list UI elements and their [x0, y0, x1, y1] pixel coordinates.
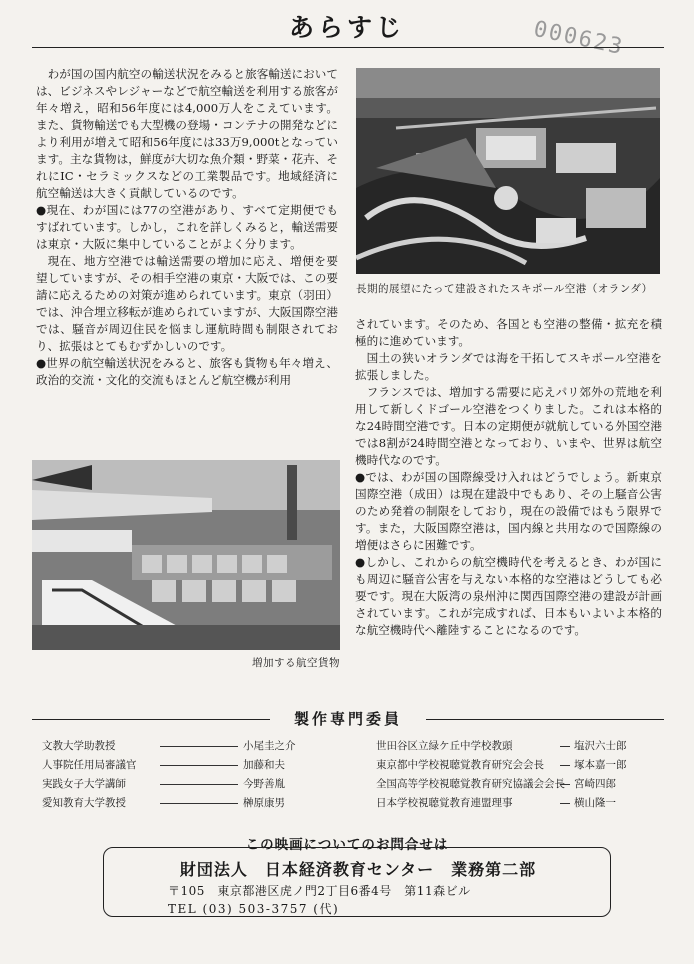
member-affiliation: 東京都中学校視聴覚教育研究会会長 [376, 759, 544, 771]
leader-line [560, 765, 570, 766]
leader-line [160, 803, 238, 804]
leader-line [160, 784, 238, 785]
member-affiliation: 文教大学助教授 [42, 740, 116, 752]
synopsis-paragraph-left: ●世界の航空輸送状況をみると、旅客も貨物も年々増え、政治的交流・文化的交流もほとんど航空機が利用 [36, 356, 338, 387]
member-affiliation: 日本学校視聴覚教育連盟理事 [376, 797, 513, 809]
committee-title: 製作専門委員 [293, 710, 402, 728]
synopsis-paragraph-left: ●現在、わが国には77の空港があり、すべて定期便でもすばれています。しかし，これを詳しくみると，輸送需要は東京・大阪に集中していることがよく分ります。 [36, 203, 338, 251]
synopsis-paragraph-left: わが国の国内航空の輸送状況をみると旅客輸送においては、ビジネスやレジャーなどで航空輸送を利用する旅客が年々増え，昭和56年度には4,000万人をこえています。また、貨物輸送でも大型機の登場・コンテナの開発などにより利用が増えて昭和56年度には33万9,000tとなっています。主な貨物は，鮮度が大切な魚介類・野菜・花卉、それにIC・セラミックスなどの工業製品です。地域経済に航空輸送は大きく貢献しているのです。 [36, 67, 338, 200]
synopsis-paragraph-right: ●では、わが国の国際線受け入れはどうでしょう。新東京国際空港（成田）は現在建設中でもあり、その上騒音公害のため発着の制限をしており，現在の設備ではもう限界です。また，大阪国際空港は，国内線と共用なので国際線の増便はさらに困難です。 [355, 470, 662, 552]
synopsis-paragraph-right: フランスでは、増加する需要に応えパリ郊外の荒地を利用して新しくドゴール空港をつくりました。これは本格的な24時間空港です。日本の定期便が就航している外国空港では8割が24時間空港となっており、いまや、世界は航空機時代なのです。 [355, 385, 662, 467]
member-name: 小尾圭之介 [243, 740, 296, 752]
photo1-caption: 長期的展望にたって建設されたスキポール空港（オランダ） [356, 283, 653, 295]
leader-line [160, 746, 238, 747]
photo2-caption: 増加する航空貨物 [252, 657, 340, 669]
member-name: 塩沢六士郎 [574, 740, 627, 752]
leader-line [560, 803, 570, 804]
member-affiliation: 愛知教育大学教授 [42, 797, 126, 809]
member-name: 宮崎四郎 [574, 778, 616, 790]
contact-address: 〒105 東京都港区虎ノ門2丁目6番4号 第11森ビル [168, 884, 471, 898]
page-title: あらすじ [288, 13, 405, 42]
leader-line [560, 746, 570, 747]
leader-line [560, 784, 570, 785]
member-affiliation: 全国高等学校視聴覚教育研究協議会会長 [376, 778, 565, 790]
member-affiliation: 実践女子大学講師 [42, 778, 126, 790]
member-name: 今野善胤 [243, 778, 285, 790]
member-name: 榊原康男 [243, 797, 285, 809]
member-name: 塚本嘉一郎 [574, 759, 627, 771]
synopsis-paragraph-right: 国土の狭いオランダでは海を干拓してスキポール空港を拡張しました。 [355, 351, 662, 382]
page-number-stamp: 000623 [530, 16, 626, 61]
contact-telephone: TEL (03) 503-3757 (代) [168, 902, 340, 916]
synopsis-paragraph-right: ●しかし、これからの航空機時代を考えるとき、わが国にも周辺に騒音公害を与えない本格的な空港はどうしても必要です。現在大阪湾の泉州沖に関西国際空港の建設が計画されています。これが完成すれば、日本もいよいよ本格的な航空機時代へ離陸することになるのです。 [355, 555, 662, 637]
synopsis-paragraph-left: 現在、地方空港では輸送需要の増加に応え、増便を要望していますが、その相手空港の東京・大阪では、この要請に応えるための対策が進められています。東京（羽田）では、沖合埋立移転が進められていますが、大阪国際空港では、騒音が周辺住民を悩まし運航時間も制限されており、拡張はとてもむずかしいのです。 [36, 254, 338, 353]
member-name: 加藤和夫 [243, 759, 285, 771]
leader-line [160, 765, 238, 766]
member-affiliation: 人事院任用局審議官 [42, 759, 137, 771]
synopsis-paragraph-right: されています。そのため、各国とも空港の整備・拡充を積極的に進めています。 [355, 317, 662, 348]
member-affiliation: 世田谷区立緑ケ丘中学校教頭 [376, 740, 513, 752]
contact-organization: 財団法人 日本経済教育センター 業務第二部 [179, 860, 537, 879]
contact-heading: この映画についてのお問合せは [245, 837, 449, 853]
member-name: 横山隆一 [574, 797, 616, 809]
